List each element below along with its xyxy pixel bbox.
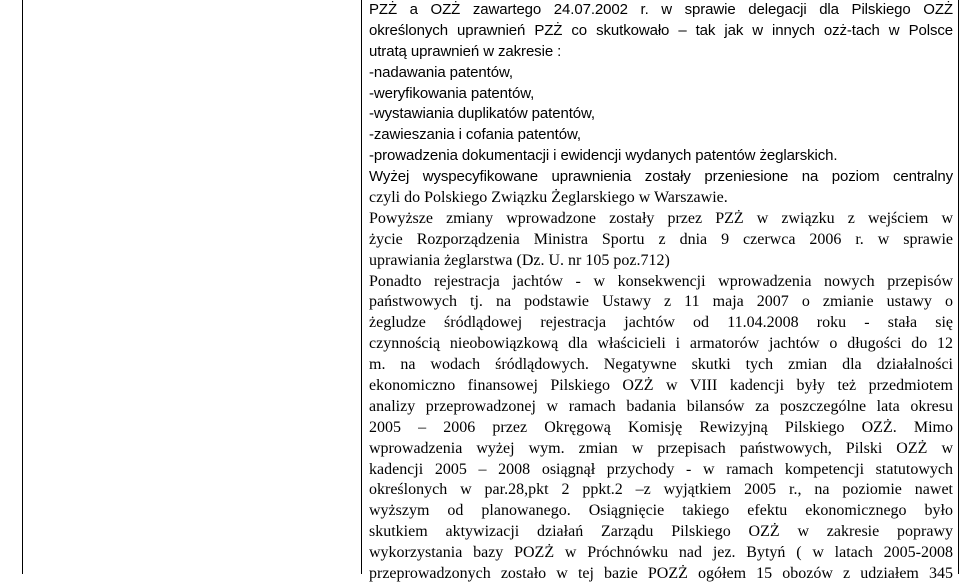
- text-line: Wyżej wyspecyfikowane uprawnienia zostały przeniesione na poziom centralny: [369, 168, 953, 186]
- table-border-left: [22, 0, 23, 574]
- text-line: Ponadto rejestracja jachtów - w konsekwencji wprowadzenia nowych przepisów: [369, 272, 953, 290]
- text-line: uprawiania żeglarstwa (Dz. U. nr 105 poz.712): [369, 251, 670, 269]
- text-line: przeprowadzonych zostało w tej bazie POZŻ ogółem 15 obozów z udziałem 345: [369, 565, 953, 583]
- text-line: państwowych tj. na podstawie Ustawy z 11 maja 2007 o zmianie ustawy o: [369, 293, 953, 311]
- text-line: wprowadzenia wyżej wym. zmian w przepisach państwowych, Pilski OZŻ w: [369, 439, 953, 457]
- text-line: czyli do Polskiego Związku Żeglarskiego w Warszawie.: [369, 189, 728, 207]
- text-line: określonych w par.28,pkt 2 ppkt.2 –z wyjątkiem 2005 r., na poziomie nawet: [369, 481, 953, 499]
- text-line: m. na wodach śródlądowych. Negatywne skutki tych zmian dla działalności: [369, 356, 953, 374]
- text-line: ekonomiczno finansowej Pilskiego OZŻ w VIII kadencji były też przedmiotem: [369, 377, 953, 395]
- text-line: -wystawiania duplikatów patentów,: [369, 105, 595, 123]
- text-line: PZŻ a OZŻ zawartego 24.07.2002 r. w sprawie delegacji dla Pilskiego OZŻ: [369, 1, 953, 18]
- text-line: określonych uprawnień PZŻ co skutkowało – tak jak w innych ozż-tach w Polsce: [369, 21, 953, 39]
- table-cell-text: [369, 0, 953, 585]
- text-line: analizy przeprowadzonej w ramach badania bilansów za poszczególne lata okresu: [369, 397, 953, 415]
- text-line: kadencji 2005 – 2008 osiągnął przychody - w ramach kompetencji statutowych: [369, 460, 953, 478]
- text-line: -prowadzenia dokumentacji i ewidencji wydanych patentów żeglarskich.: [369, 147, 838, 165]
- text-line: czynnością nieobowiązkową dla właścicieli i armatorów jachtów o długości do 12: [369, 335, 953, 353]
- text-line: -zawieszania i cofania patentów,: [369, 126, 581, 144]
- table-border-middle: [361, 0, 362, 574]
- text-line: utratą uprawnień w zakresie :: [369, 42, 562, 60]
- text-line: wyższym od planowanego. Osiągnięcie takiego efektu ekonomicznego było: [369, 502, 953, 520]
- text-line: -nadawania patentów,: [369, 63, 513, 81]
- text-line: -weryfikowania patentów,: [369, 84, 535, 102]
- table-border-right: [958, 0, 959, 574]
- text-line: skutkiem aktywizacji działań Zarządu Pilskiego OZŻ w zakresie poprawy: [369, 523, 953, 541]
- text-line: Powyższe zmiany wprowadzone zostały przez PZŻ w związku z wejściem w: [369, 209, 953, 227]
- text-line: 2005 – 2006 przez Okręgową Komisję Rewizyjną Pilskiego OZŻ. Mimo: [369, 418, 953, 436]
- text-line: wykorzystania bazy POZŻ w Próchnówku nad jez. Bytyń ( w latach 2005-2008: [369, 544, 953, 562]
- text-line: życie Rozporządzenia Ministra Sportu z dnia 9 czerwca 2006 r. w sprawie: [369, 230, 953, 248]
- text-line: żegludze śródlądowej rejestracja jachtów od 11.04.2008 roku - stała się: [369, 314, 953, 332]
